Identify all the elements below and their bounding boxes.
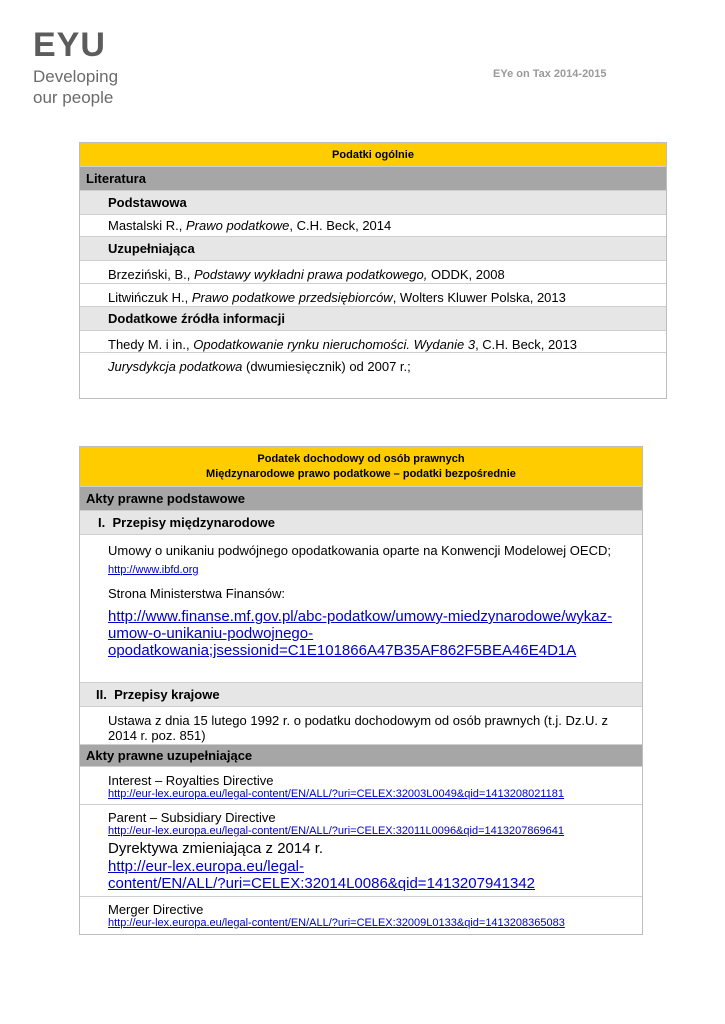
eyu-logo [33, 28, 118, 108]
section-akty-uzupelniajace: Akty prawne uzupełniające [80, 745, 642, 767]
logo-title: EYU [33, 26, 106, 64]
table-cit-international [79, 446, 643, 935]
logo-tagline-2: our people [33, 88, 114, 107]
table2-title [80, 447, 642, 487]
subsection-dodatkowe: Dodatkowe źródła informacji [80, 307, 666, 331]
list-item: Brzeziński, B., Podstawy wykładni prawa podatkowego, ODDK, 2008 [80, 261, 666, 284]
ir-directive-label: Interest – Royalties Directive [108, 773, 274, 788]
subsection-uzupelniajaca: Uzupełniająca [80, 237, 666, 261]
section-literatura: Literatura [80, 167, 666, 191]
section-akty-podstawowe: Akty prawne podstawowe [80, 487, 642, 511]
table1-title: Podatki ogólnie [80, 143, 666, 167]
table2-title-line1: Podatek dochodowy od osób prawnych [257, 453, 465, 465]
ps-directive-label: Parent – Subsidiary Directive [108, 810, 276, 825]
list-item [80, 897, 642, 935]
subsection-podstawowa: Podstawowa [80, 191, 666, 215]
subsection-przepisy-miedzynarodowe: I. Przepisy międzynarodowe [80, 511, 642, 535]
list-item: Mastalski R., Prawo podatkowe, C.H. Beck, 2014 [80, 215, 666, 237]
merger-directive-link[interactable]: http://eur-lex.europa.eu/legal-content/EN/ALL/?uri=CELEX:32009L0133&qid=1413208365083 [108, 917, 565, 929]
mf-label: Strona Ministerstwa Finansów: [108, 586, 286, 601]
list-item [80, 767, 642, 805]
ir-directive-link[interactable]: http://eur-lex.europa.eu/legal-content/EN/ALL/?uri=CELEX:32003L0049&qid=1413208021181 [108, 788, 565, 800]
list-item [80, 805, 642, 897]
mf-link[interactable]: http://www.finanse.mf.gov.pl/abc-podatkow/umowy-miedzynarodowe/wykaz- umow-o-unikaniu-podwojnego- opodatkowania;jsessionid=C1E101866A47B35AF862F5BEA46E4D1A [108, 608, 613, 659]
amending-directive-link[interactable]: http://eur-lex.europa.eu/legal- content/EN/ALL/?uri=CELEX:32014L0086&qid=1413207941342 [108, 858, 536, 892]
document-title: EYe on Tax 2014-2015 [493, 68, 607, 80]
amending-directive-label: Dyrektywa zmieniająca z 2014 r. [108, 840, 324, 857]
table2-title-line2: Międzynarodowe prawo podatkowe – podatki bezpośrednie [206, 468, 516, 480]
umowy-text: Umowy o unikaniu podwójnego opodatkowania oparte na Konwencji Modelowej OECD; [108, 543, 611, 558]
list-item: Thedy M. i in., Opodatkowanie rynku nieruchomości. Wydanie 3, C.H. Beck, 2013 [80, 331, 666, 353]
list-item: Jurysdykcja podatkowa (dwumiesięcznik) od 2007 r.; [108, 359, 411, 374]
merger-directive-label: Merger Directive [108, 902, 204, 917]
ps-directive-link[interactable]: http://eur-lex.europa.eu/legal-content/EN/ALL/?uri=CELEX:32011L0096&qid=1413207869641 [108, 825, 565, 837]
international-content [80, 535, 642, 683]
ustawa-text: Ustawa z dnia 15 lutego 1992 r. o podatku dochodowym od osób prawnych (t.j. Dz.U. z 2014 r. poz. 851) [80, 707, 642, 745]
table-podatki-ogolnie [79, 142, 667, 399]
ibfd-link[interactable]: http://www.ibfd.org [108, 564, 199, 576]
subsection-przepisy-krajowe: II. Przepisy krajowe [80, 683, 642, 707]
logo-tagline-1: Developing [33, 67, 119, 86]
list-item: Litwińczuk H., Prawo podatkowe przedsiębiorców, Wolters Kluwer Polska, 2013 [80, 284, 666, 307]
